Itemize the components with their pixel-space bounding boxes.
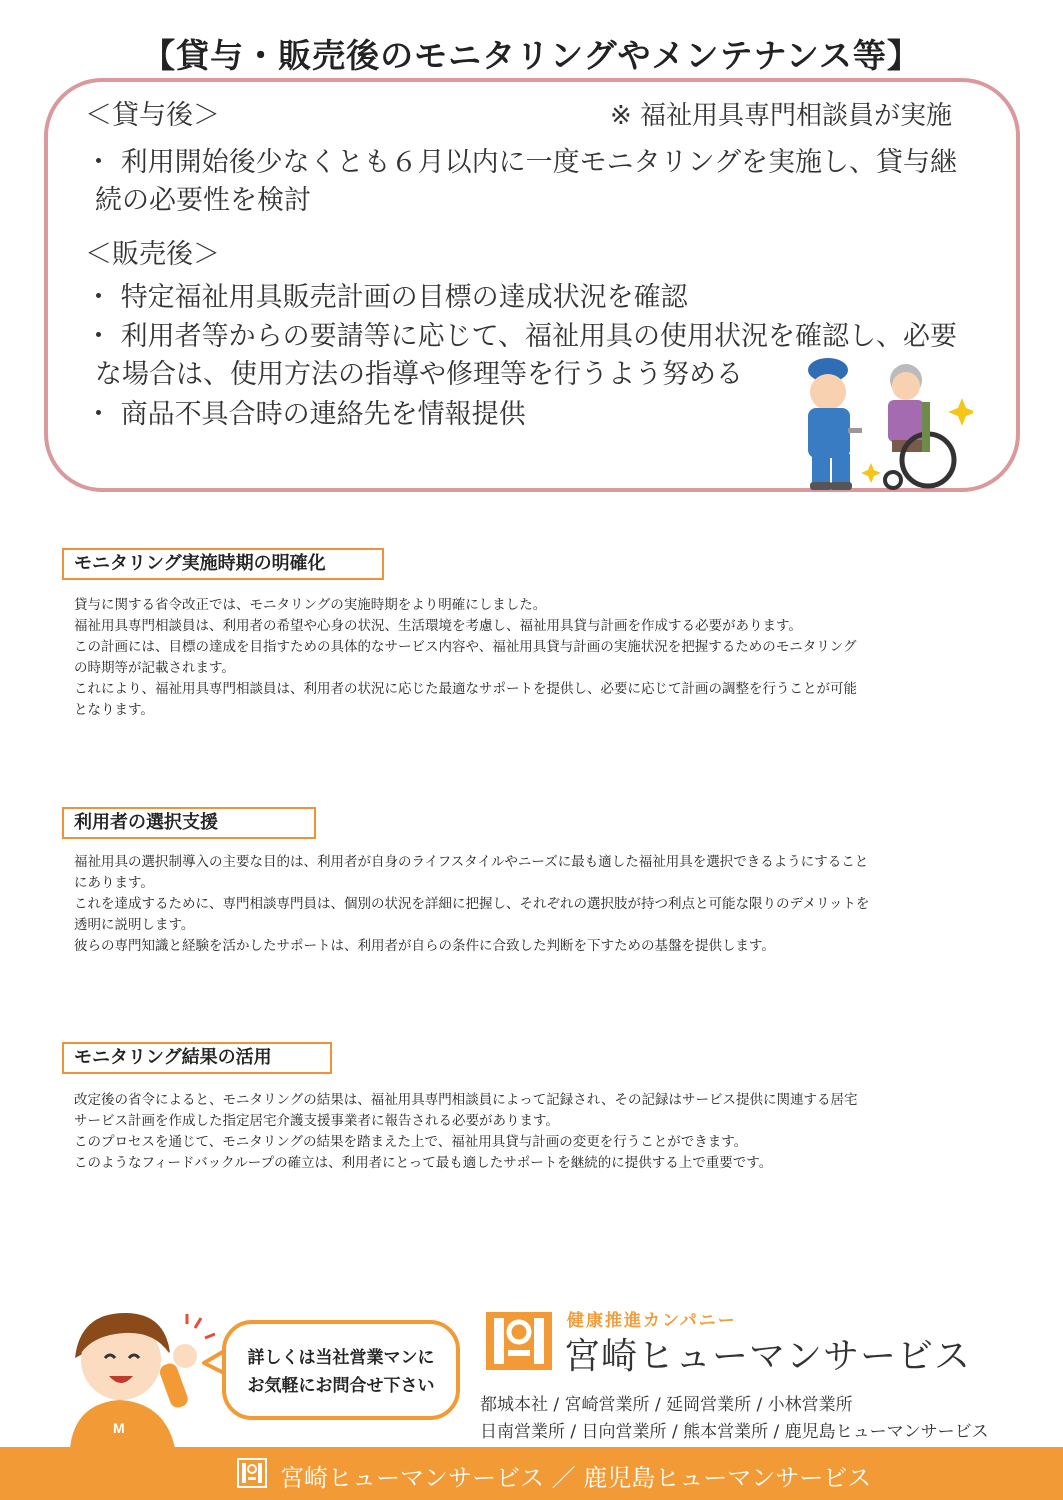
salesman-mascot [55, 1298, 215, 1448]
sale-bullet-2: ・ 利用者等からの要請等に応じて、福祉用具の使用状況を確認し、必要 [85, 321, 958, 352]
sale-heading: ＜販売後＞ [85, 239, 220, 270]
sale-bullet-2-cont: な場合は、使用方法の指導や修理等を行うよう努める [95, 359, 743, 390]
contact-bubble [222, 1320, 460, 1420]
paragraph: この計画には、目標の達成を目指すための具体的なサービス内容や、福祉用具貸与計画の実施状況を把握するためのモニタリング の時期等が記載されます。 [74, 639, 857, 676]
section-label-monitoring-timing: モニタリング実施時期の明確化 [62, 548, 384, 580]
section-body-monitoring-results [74, 1090, 1014, 1174]
paragraph: 彼らの専門知識と経験を活かしたサポートは、利用者が自らの条件に合致した判断を下すための基盤を提供します。 [74, 938, 775, 954]
office-list-1: 都城本社 / 宮崎営業所 / 延岡営業所 / 小林営業所 [480, 1395, 853, 1415]
section-body-user-choice [74, 852, 1014, 957]
paragraph: これを達成するために、専門相談専門員は、個別の状況を詳細に把握し、それぞれの選択肢が持つ利点と可能な限りのデメリットを 透明に説明します。 [74, 896, 870, 933]
bubble-line-1: 詳しくは当社営業マンに [247, 1348, 435, 1368]
footer-logo-icon [237, 1458, 267, 1488]
paragraph: 福祉用具専門相談員は、利用者の希望や心身の状況、生活環境を考慮し、福祉用具貸与計画を作成する必要があります。 [74, 618, 802, 634]
section-label-user-choice: 利用者の選択支援 [62, 807, 316, 839]
sale-bullet-1: ・ 特定福祉用具販売計画の目標の達成状況を確認 [85, 282, 688, 313]
page-title: 【貸与・販売後のモニタリングやメンテナンス等】 [142, 36, 921, 75]
company-name: 宮崎ヒューマンサービス [564, 1336, 972, 1377]
company-logo-icon [484, 1310, 554, 1372]
company-catchphrase: 健康推進カンパニー [567, 1311, 737, 1331]
office-list-2: 日南営業所 / 日向営業所 / 熊本営業所 / 鹿児島ヒューマンサービス [480, 1422, 989, 1442]
footer-bar [0, 1447, 1063, 1500]
bubble-text [226, 1344, 456, 1400]
rental-bullet-1-cont: 続の必要性を検討 [95, 185, 311, 216]
rental-bullet-1: ・ 利用開始後少なくとも６月以内に一度モニタリングを実施し、貸与継 [85, 147, 958, 178]
svg-text:M: M [113, 1420, 125, 1436]
section-body-monitoring-timing [74, 595, 1014, 721]
paragraph: 改定後の省令によると、モニタリングの結果は、福祉用具専門相談員によって記録され、その記録はサービス提供に関連する居宅 サービス計画を作成した指定居宅介護支援事業者に報告される必要があります。 [74, 1092, 858, 1129]
sale-bullet-3: ・ 商品不具合時の連絡先を情報提供 [85, 399, 526, 430]
paragraph: 貸与に関する省令改正では、モニタリングの実施時期をより明確にしました。 [74, 597, 547, 613]
footer-text: 宮崎ヒューマンサービス ／ 鹿児島ヒューマンサービス [280, 1464, 872, 1492]
maintenance-illustration [798, 350, 973, 495]
paragraph: このプロセスを通じて、モニタリングの結果を踏まえた上で、福祉用具貸与計画の変更を行うことができます。 [74, 1134, 748, 1150]
rental-heading: ＜貸与後＞ [85, 100, 220, 131]
implementer-note: ※ 福祉用具専門相談員が実施 [610, 101, 953, 131]
section-label-monitoring-results: モニタリング結果の活用 [62, 1042, 332, 1074]
paragraph: 福祉用具の選択制導入の主要な目的は、利用者が自身のライフスタイルやニーズに最も適した福祉用具を選択できるようにすること にあります。 [74, 854, 869, 891]
paragraph: これにより、福祉用具専門相談員は、利用者の状況に応じた最適なサポートを提供し、必要に応じて計画の調整を行うことが可能 となります。 [74, 681, 857, 718]
paragraph: このようなフィードバックループの確立は、利用者にとって最も適したサポートを継続的に提供する上で重要です。 [74, 1155, 773, 1171]
bubble-line-2: お気軽にお問合せ下さい [247, 1376, 435, 1396]
